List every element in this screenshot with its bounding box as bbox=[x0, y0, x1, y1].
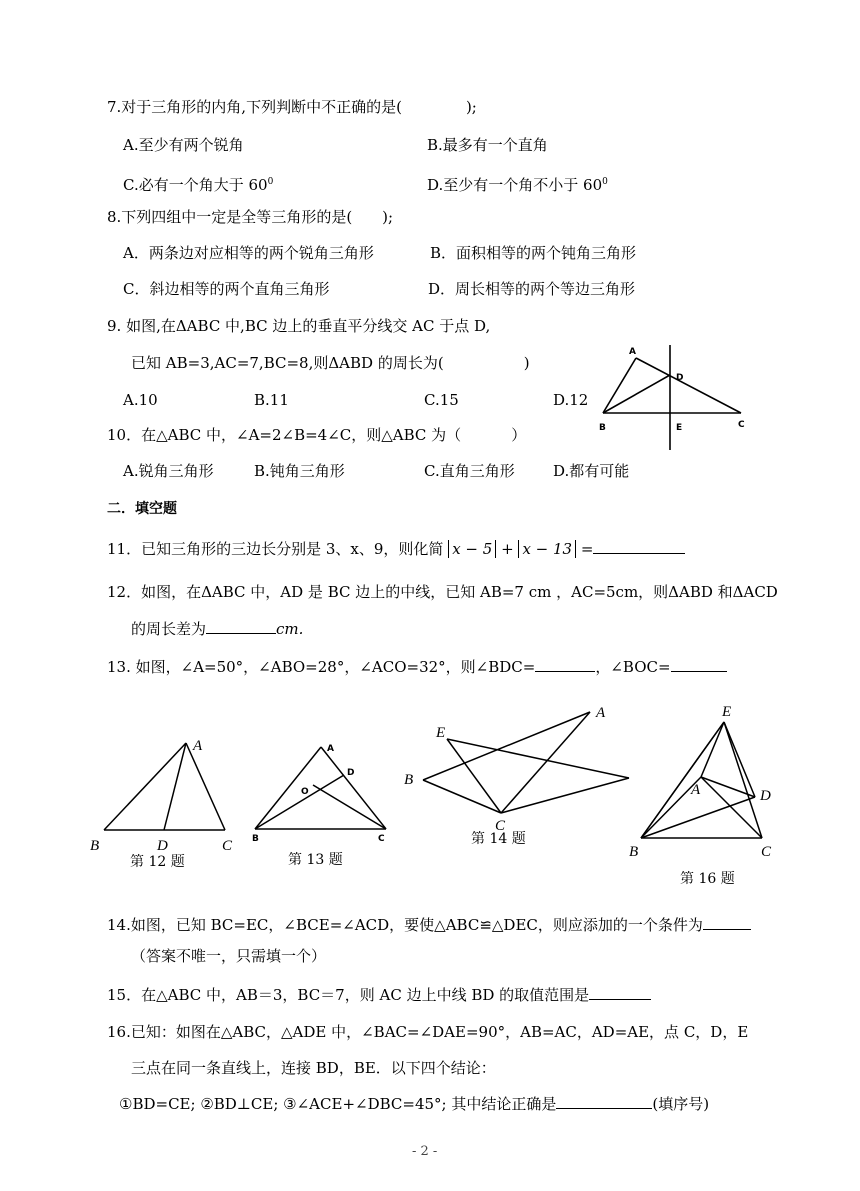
f13-label-o: O bbox=[301, 787, 309, 797]
f13-label-a: A bbox=[327, 744, 334, 754]
q9-label-a: A bbox=[629, 347, 636, 357]
page-number: - 2 - bbox=[412, 1144, 438, 1159]
q11-abs2: x − 13 bbox=[518, 540, 576, 558]
q10-option-a: A.锐角三角形 bbox=[123, 462, 214, 480]
f13-label-b: B bbox=[252, 834, 259, 844]
q7-stem: 7.对于三角形的内角,下列判断中不正确的是( ); bbox=[107, 98, 477, 116]
q10-stem: 10．在△ABC 中，∠A=2∠B=4∠C，则△ABC 为（ ） bbox=[107, 426, 527, 444]
q11-abs1: x − 5 bbox=[448, 540, 496, 558]
q14-line2: （答案不唯一，只需填一个） bbox=[131, 947, 327, 965]
q9-line2: 已知 AB=3,AC=7,BC=8,则ΔABD 的周长为( ) bbox=[131, 354, 530, 372]
q13-text: 13. 如图，∠A=50°，∠ABO=28°，∠ACO=32°，则∠BDC= ，∠BOC= bbox=[107, 656, 727, 677]
q16-line1: 16.已知：如图在△ABC，△ADE 中，∠BAC=∠DAE=90°，AB=AC，AD=AE，点 C，D，E bbox=[107, 1023, 749, 1041]
q8-option-b: B．面积相等的两个钝角三角形 bbox=[430, 244, 637, 262]
f16-label-e: E bbox=[722, 704, 732, 720]
q16-line3: ①BD=CE; ②BD⊥CE; ③∠ACE+∠DBC=45°; 其中结论正确是 (填序号) bbox=[119, 1095, 710, 1113]
f14-label-e: E bbox=[436, 725, 446, 741]
f16-label-a: A bbox=[691, 782, 701, 798]
figure-12 bbox=[104, 743, 225, 830]
q11-blank[interactable] bbox=[593, 538, 685, 554]
f16-caption: 第 16 题 bbox=[680, 871, 735, 887]
q15-blank[interactable] bbox=[589, 984, 651, 1000]
f12-label-c: C bbox=[222, 838, 233, 854]
section-title: 二．填空题 bbox=[107, 501, 177, 517]
f14-caption: 第 14 题 bbox=[471, 831, 526, 847]
q10-option-c: C.直角三角形 bbox=[424, 462, 515, 480]
q16-blank[interactable] bbox=[556, 1093, 652, 1109]
q9-option-c: C.15 bbox=[424, 391, 459, 409]
f14-label-b: B bbox=[404, 772, 414, 788]
f12-label-b: B bbox=[90, 838, 100, 854]
f16-label-b: B bbox=[629, 844, 639, 860]
f12-label-d: D bbox=[157, 838, 168, 854]
f16-label-c: C bbox=[761, 844, 772, 860]
q14-line1: 14.如图，已知 BC=EC，∠BCE=∠ACD，要使△ABC≌△DEC，则应添加的一个条件为 bbox=[107, 914, 751, 935]
q9-option-a: A.10 bbox=[123, 391, 158, 409]
q9-option-d: D.12 bbox=[553, 391, 589, 409]
q7-option-d: D.至少有一个角不小于 $60^0$ bbox=[427, 176, 608, 194]
figure-16 bbox=[641, 722, 762, 838]
q14-blank[interactable] bbox=[703, 914, 751, 930]
q7-option-a: A.至少有两个锐角 bbox=[123, 136, 244, 154]
q8-option-a: A．两条边对应相等的两个锐角三角形 bbox=[123, 244, 374, 262]
f16-label-d: D bbox=[760, 788, 771, 804]
q9-option-b: B.11 bbox=[254, 391, 289, 409]
q9-line1: 9. 如图,在ΔABC 中,BC 边上的垂直平分线交 AC 于点 D, bbox=[107, 317, 491, 335]
f13-caption: 第 13 题 bbox=[288, 852, 343, 868]
q8-option-c: C．斜边相等的两个直角三角形 bbox=[123, 280, 330, 298]
q12-line2: 的周长差为 cm. bbox=[131, 620, 304, 638]
q9-label-d: D bbox=[676, 373, 684, 383]
f12-caption: 第 12 题 bbox=[130, 854, 185, 870]
q10-option-b: B.钝角三角形 bbox=[254, 462, 345, 480]
q9-label-b: B bbox=[599, 423, 606, 433]
q7-option-b: B.最多有一个直角 bbox=[427, 136, 548, 154]
q8-stem: 8.下列四组中一定是全等三角形的是( ); bbox=[107, 208, 394, 226]
q16-line2: 三点在同一条直线上，连接 BD，BE．以下四个结论： bbox=[131, 1059, 496, 1077]
q9-label-e: E bbox=[676, 423, 683, 433]
figure-13 bbox=[255, 747, 386, 829]
q9-label-c: C bbox=[738, 420, 745, 430]
f14-label-a: A bbox=[596, 705, 606, 721]
q8-option-d: D．周长相等的两个等边三角形 bbox=[428, 280, 636, 298]
q7-option-c: C.必有一个角大于 $60^0$ bbox=[123, 176, 274, 194]
q12-blank[interactable] bbox=[206, 618, 276, 634]
figure-14 bbox=[423, 712, 629, 813]
f13-label-d: D bbox=[347, 768, 355, 778]
q15-text: 15．在△ABC 中，AB＝3，BC＝7，则 AC 边上中线 BD 的取值范围是 bbox=[107, 984, 651, 1005]
f14-label-c: C bbox=[495, 818, 506, 834]
f13-label-c: C bbox=[378, 834, 385, 844]
q12-line1: 12．如图，在ΔABC 中，AD 是 BC 边上的中线，已知 AB=7 cm ，AC=5cm，则ΔABD 和ΔACD bbox=[107, 583, 778, 601]
q10-option-d: D.都有可能 bbox=[553, 462, 630, 480]
q11-text: 11．已知三角形的三边长分别是 3、x、9，则化简 x − 5 + x − 13 = bbox=[107, 538, 685, 559]
q13-blank2[interactable] bbox=[671, 656, 727, 672]
f12-label-a: A bbox=[193, 738, 203, 754]
q13-blank1[interactable] bbox=[535, 656, 595, 672]
